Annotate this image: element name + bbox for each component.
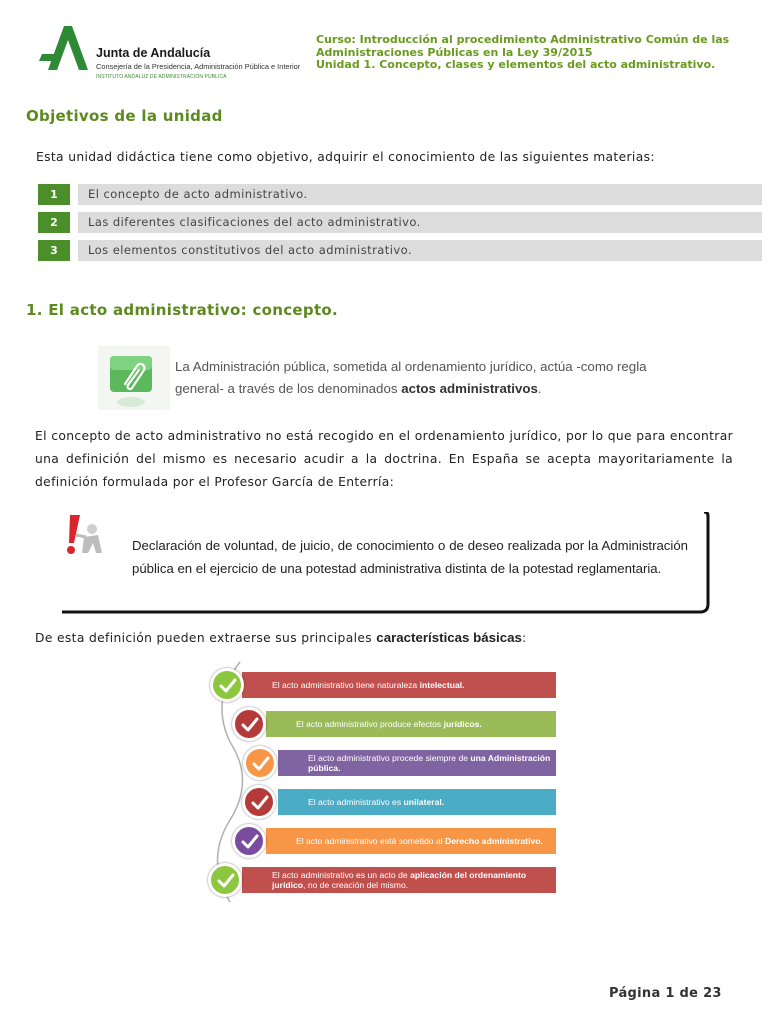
characteristics-intro-a: De esta definición pueden extraerse sus principales [35, 631, 377, 645]
characteristic-text [272, 870, 556, 890]
definition-text: Declaración de voluntad, de juicio, de conocimiento o de deseo realizada por la Administración pública en el ejercicio de una potestad administrativa distinta de la potestad reglamentaria. [132, 538, 688, 576]
characteristic-text-pre: El acto administrativo procede siempre de [308, 753, 471, 763]
logo-name: Junta de Andalucía [96, 46, 211, 60]
characteristic-text-bold: una Administración pública. [308, 753, 551, 773]
characteristic-bar [266, 711, 556, 737]
characteristic-bar [242, 672, 556, 698]
characteristic-text [272, 680, 465, 690]
intro-text-bold: actos administrativos [401, 381, 538, 396]
characteristic-text [296, 719, 482, 729]
course-line-2: Administraciones Públicas en la Ley 39/2015 [316, 45, 593, 59]
intro-text [175, 356, 655, 400]
characteristic-text [308, 753, 556, 773]
objective-text: Los elementos constitutivos del acto administrativo. [78, 240, 762, 261]
intro-text-c: . [537, 381, 542, 396]
characteristic-text-bold: jurídicos. [443, 719, 482, 729]
checkmark-icon [208, 863, 242, 897]
characteristic-text-bold: intelectual. [419, 680, 465, 690]
characteristic-text-bold: Derecho administrativo. [445, 836, 543, 846]
paperclip-icon [98, 346, 170, 410]
characteristic-text-post: , no de creación del mismo. [303, 880, 409, 890]
logo-institute: INSTITUTO ANDALUZ DE ADMINISTRACIÓN PÚBLICA [96, 74, 227, 80]
logo-subtitle: Consejería de la Presidencia, Administración Pública e Interior [96, 62, 301, 71]
checkmark-icon [232, 707, 266, 741]
objectives-title: Objetivos de la unidad [26, 107, 223, 125]
checkmark-icon [210, 668, 244, 702]
characteristics-diagram [200, 660, 560, 904]
characteristic-text-pre: El acto administrativo produce efectos [296, 719, 444, 729]
characteristic-bar [242, 867, 556, 893]
objective-row [38, 240, 762, 261]
characteristic-text-bold: aplicación del ordenamiento jurídico [272, 870, 527, 890]
characteristic-text-pre: El acto administrativo es un acto de [272, 870, 411, 880]
objective-text: El concepto de acto administrativo. [78, 184, 762, 205]
objective-number: 2 [38, 212, 70, 233]
characteristic-text-pre: El acto administrativo está sometido al [296, 836, 446, 846]
page-number: Página 1 de 23 [609, 986, 722, 1001]
checkmark-icon [232, 824, 266, 858]
course-header [316, 34, 746, 72]
characteristic-bar [266, 828, 556, 854]
objective-row [38, 212, 762, 233]
objective-row [38, 184, 762, 205]
course-line-3: Unidad 1. Concepto, clases y elementos del acto administrativo. [316, 58, 716, 71]
characteristic-text [308, 797, 444, 807]
concept-paragraph: El concepto de acto administrativo no está recogido en el ordenamiento jurídico, por lo que para encontrar una definición del mismo es necesario acudir a la doctrina. En España se acepta mayoritariamente la definición formulada por el Profesor García de Enterría: [35, 429, 733, 489]
checkmark-icon [243, 746, 277, 780]
objectives-intro: Esta unidad didáctica tiene como objetivo, adquirir el conocimiento de las siguientes materias: [36, 150, 655, 164]
checkmark-icon [242, 785, 276, 819]
course-line-1: Curso: Introducción al procedimiento Administrativo Común de las [316, 33, 730, 46]
characteristic-text-bold: unilateral. [403, 797, 445, 807]
objective-number: 3 [38, 240, 70, 261]
objective-number: 1 [38, 184, 70, 205]
junta-logo [38, 24, 301, 84]
section-1-title: 1. El acto administrativo: concepto. [26, 301, 339, 319]
characteristic-bar [278, 789, 556, 815]
objective-text: Las diferentes clasificaciones del acto administrativo. [78, 212, 762, 233]
intro-text-a: La Administración pública, sometida al ordenamiento jurídico, actúa -como regla general- a través de los denominados [175, 359, 647, 396]
characteristic-bar [278, 750, 556, 776]
characteristic-text [296, 836, 543, 846]
characteristic-text-pre: El acto administrativo es [308, 797, 404, 807]
junta-logo-mark-icon [38, 24, 90, 72]
characteristic-text-pre: El acto administrativo tiene naturaleza [272, 680, 420, 690]
characteristics-intro-bold: características básicas [376, 630, 522, 645]
characteristics-intro-c: : [521, 631, 527, 645]
warning-figure-icon [62, 513, 108, 557]
characteristics-intro [35, 630, 526, 645]
